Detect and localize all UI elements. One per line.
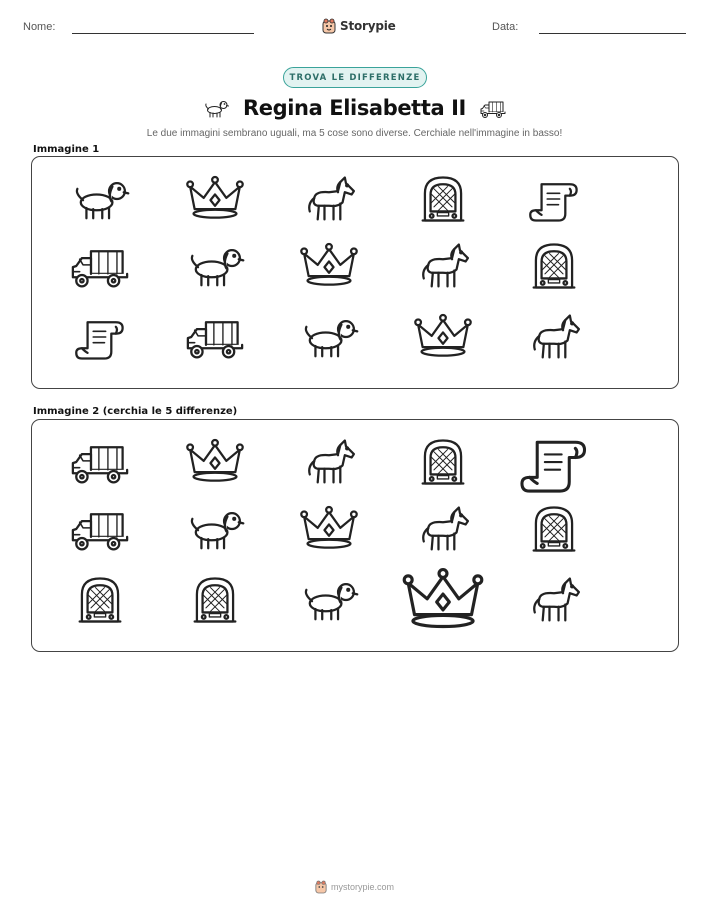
panel1-label: Immagine 1 [33,144,100,155]
panel-image-2 [31,419,679,652]
scroll-icon [60,311,140,363]
name-label: Nome: [23,21,56,33]
radio-icon [514,240,594,292]
brand [322,18,396,34]
horse-icon [403,240,483,292]
truck-icon [175,311,255,363]
crown-icon [403,311,483,363]
truck-icon [60,436,140,488]
radio-icon [60,574,140,626]
horse-icon [289,173,369,225]
crown-icon [289,503,369,555]
radio-icon [403,173,483,225]
truck-icon [60,240,140,292]
page-title: Regina Elisabetta II [243,96,466,120]
crown-icon [175,173,255,225]
scroll-icon [500,427,608,497]
dog-icon [289,574,369,626]
header [0,18,709,38]
truck-icon [60,503,140,555]
radio-icon [514,503,594,555]
horse-icon [403,503,483,555]
truck-icon [478,97,508,119]
dog-icon [60,173,140,225]
storypie-logo-icon [322,18,336,34]
scroll-icon [514,173,594,225]
name-field-line [72,33,254,34]
dog-icon [175,240,255,292]
brand-name: Storypie [340,19,396,33]
radio-icon [403,436,483,488]
footer-url: mystorypie.com [330,882,394,892]
crown-icon [387,564,499,637]
horse-icon [289,436,369,488]
dog-icon [201,97,231,119]
footer [0,880,709,894]
title-row [0,92,709,124]
instructions: Le due immagini sembrano uguali, ma 5 cose sono diverse. Cerchiale nell'immagine in basso! [146,128,563,139]
storypie-logo-icon [315,880,327,894]
panel-image-1 [31,156,679,389]
radio-icon [175,574,255,626]
horse-icon [514,311,594,363]
panel2-label: Immagine 2 (cerchia le 5 differenze) [33,406,238,417]
date-label: Data: [492,21,519,33]
activity-badge: TROVA LE DIFFERENZE [283,67,427,88]
crown-icon [289,240,369,292]
dog-icon [175,503,255,555]
date-field-line [539,33,686,34]
horse-icon [514,574,594,626]
crown-icon [175,436,255,488]
dog-icon [289,311,369,363]
